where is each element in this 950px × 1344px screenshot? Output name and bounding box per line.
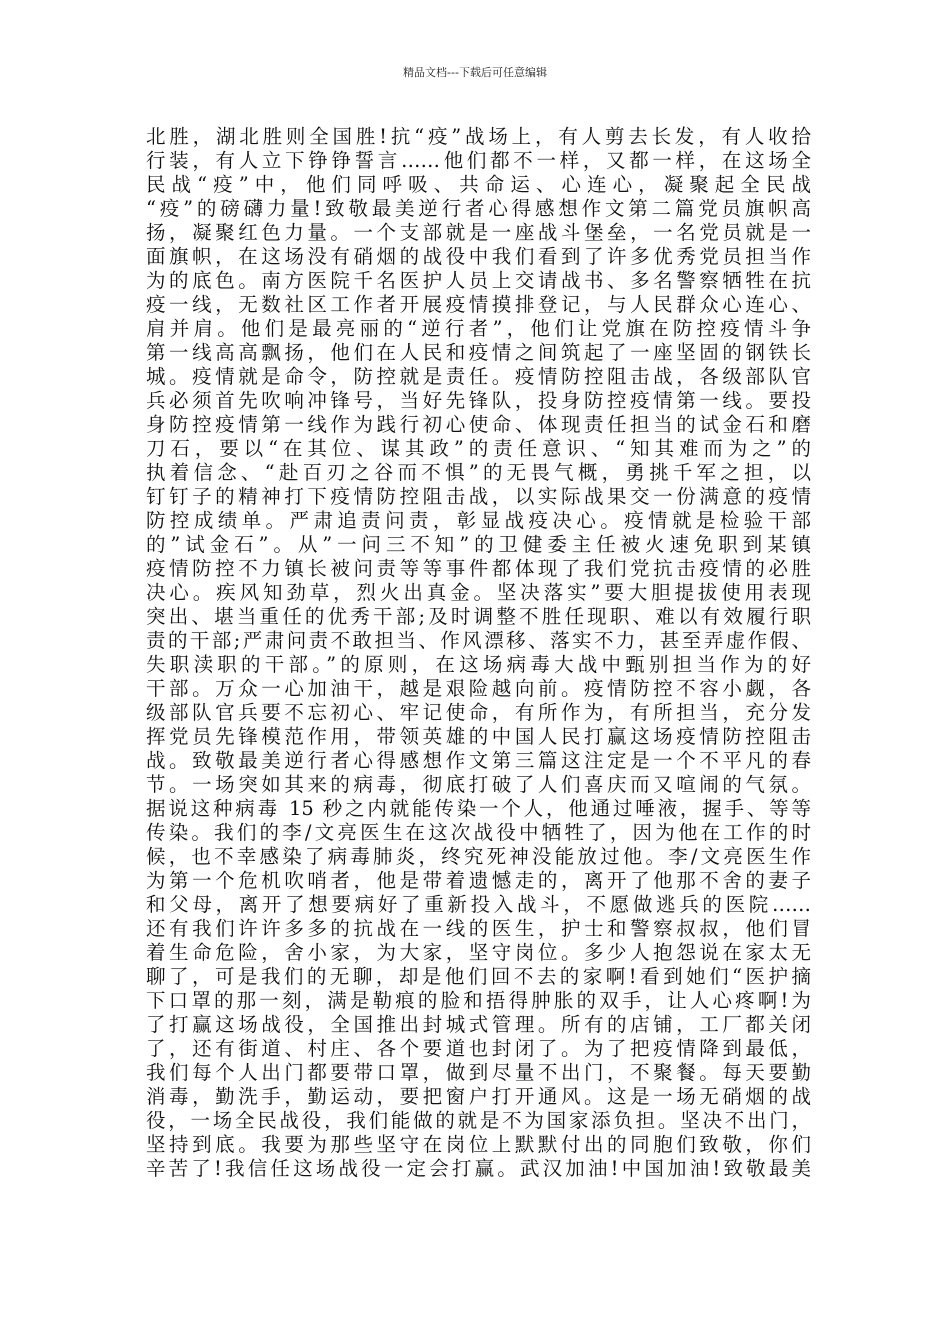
- text-line: 的”试金石”。从”一问三不知”的卫健委主任被火速免职到某镇: [146, 533, 811, 556]
- text-line: 城。疫情就是命令，防控就是责任。疫情防控阻击战，各级部队官: [146, 365, 811, 388]
- text-line: 和父母，离开了想要病好了重新投入战斗，不愿做逃兵的医院……: [146, 893, 811, 916]
- text-line: 决心。疾风知劲草，烈火出真金。坚决落实”要大胆提拔使用表现: [146, 581, 811, 604]
- text-line: 失职渎职的干部。”的原则，在这场病毒大战中甄别担当作为的好: [146, 653, 811, 676]
- page-header: 精品文档---下载后可任意编辑: [403, 66, 547, 79]
- text-line: 兵必须首先吹响冲锋号，当好先锋队，投身防控疫情第一线。要投: [146, 389, 811, 412]
- text-line: 了打赢这场战役，全国推出封城式管理。所有的店铺，工厂都关闭: [146, 1013, 811, 1036]
- article-body: [146, 125, 811, 1181]
- text-line: 第一线高高飘扬，他们在人民和疫情之间筑起了一座坚固的钢铁长: [146, 341, 811, 364]
- text-line: 面旗帜，在这场没有硝烟的战役中我们看到了许多优秀党员担当作: [146, 245, 811, 268]
- text-line: 级部队官兵要不忘初心、牢记使命，有所作为，有所担当，充分发: [146, 701, 811, 724]
- text-line: 行装，有人立下铮铮誓言……他们都不一样，又都一样，在这场全: [146, 149, 811, 172]
- text-line: 我们每个人出门都要带口罩，做到尽量不出门，不聚餐。每天要勤: [146, 1061, 811, 1084]
- text-line: 民战“疫”中，他们同呼吸、共命运、心连心，凝聚起全民战: [146, 173, 811, 196]
- text-line: 责的干部;严肃问责不敢担当、作风漂移、落实不力，甚至弄虚作假、: [146, 629, 811, 652]
- text-line: 节。一场突如其来的病毒，彻底打破了人们喜庆而又喧闹的气氛。: [146, 773, 811, 796]
- text-line: 挥党员先锋模范作用，带领英雄的中国人民打赢这场疫情防控阻击: [146, 725, 811, 748]
- text-line: 战。致敬最美逆行者心得感想作文第三篇这注定是一个不平凡的春: [146, 749, 811, 772]
- text-line: 防控成绩单。严肃追责问责，彰显战疫决心。疫情就是检验干部: [146, 509, 811, 532]
- text-line: 候，也不幸感染了病毒肺炎，终究死神没能放过他。李/文亮医生作: [146, 845, 811, 868]
- text-line: 还有我们许许多多的抗战在一线的医生，护士和警察叔叔，他们冒: [146, 917, 811, 940]
- text-line: 突出、堪当重任的优秀干部;及时调整不胜任现职、难以有效履行职: [146, 605, 811, 628]
- text-line: 执着信念、“赴百刃之谷而不惧”的无畏气概，勇挑千军之担，以: [146, 461, 811, 484]
- text-line: 辛苦了!我信任这场战役一定会打赢。武汉加油!中国加油!致敬最美: [146, 1157, 811, 1180]
- text-line: 扬，凝聚红色力量。一个支部就是一座战斗堡垒，一名党员就是一: [146, 221, 811, 244]
- text-line: 北胜，湖北胜则全国胜!抗“疫”战场上，有人剪去长发，有人收拾: [146, 125, 811, 148]
- text-line: “疫”的磅礴力量!致敬最美逆行者心得感想作文第二篇党员旗帜高: [146, 197, 811, 220]
- text-line: 疫一线，无数社区工作者开展疫情摸排登记，与人民群众心连心、: [146, 293, 811, 316]
- text-line: 聊了，可是我们的无聊，却是他们回不去的家啊!看到她们“医护摘: [146, 965, 811, 988]
- text-line: 疫情防控不力镇长被问责等等事件都体现了我们党抗击疫情的必胜: [146, 557, 811, 580]
- text-line: 为的底色。南方医院千名医护人员上交请战书、多名警察牺牲在抗: [146, 269, 811, 292]
- text-line: 肩并肩。他们是最亮丽的“逆行者”，他们让党旗在防控疫情斗争: [146, 317, 811, 340]
- text-line: 了，还有街道、村庄、各个要道也封闭了。为了把疫情降到最低，: [146, 1037, 811, 1060]
- text-line: 消毒，勤洗手，勤运动，要把窗户打开通风。这是一场无硝烟的战: [146, 1085, 811, 1108]
- text-line: 据说这种病毒 15 秒之内就能传染一个人，他通过唾液，握手、等等: [146, 797, 811, 820]
- text-line: 刀石，要以“在其位、谋其政”的责任意识、“知其难而为之”的: [146, 437, 811, 460]
- text-line: 下口罩的那一刻，满是勒痕的脸和捂得肿胀的双手，让人心疼啊!为: [146, 989, 811, 1012]
- text-line: 坚持到底。我要为那些坚守在岗位上默默付出的同胞们致敬，你们: [146, 1133, 811, 1156]
- text-line: 干部。万众一心加油干，越是艰险越向前。疫情防控不容小觑，各: [146, 677, 811, 700]
- text-line: 身防控疫情第一线作为践行初心使命、体现责任担当的试金石和磨: [146, 413, 811, 436]
- text-line: 为第一个危机吹哨者，他是带着遗憾走的，离开了他那不舍的妻子: [146, 869, 811, 892]
- text-line: 钉钉子的精神打下疫情防控阻击战，以实际战果交一份满意的疫情: [146, 485, 811, 508]
- text-line: 着生命危险，舍小家，为大家，坚守岗位。多少人抱怨说在家太无: [146, 941, 811, 964]
- text-line: 役，一场全民战役，我们能做的就是不为国家添负担。坚决不出门，: [146, 1109, 811, 1132]
- text-line: 传染。我们的李/文亮医生在这次战役中牺牲了，因为他在工作的时: [146, 821, 811, 844]
